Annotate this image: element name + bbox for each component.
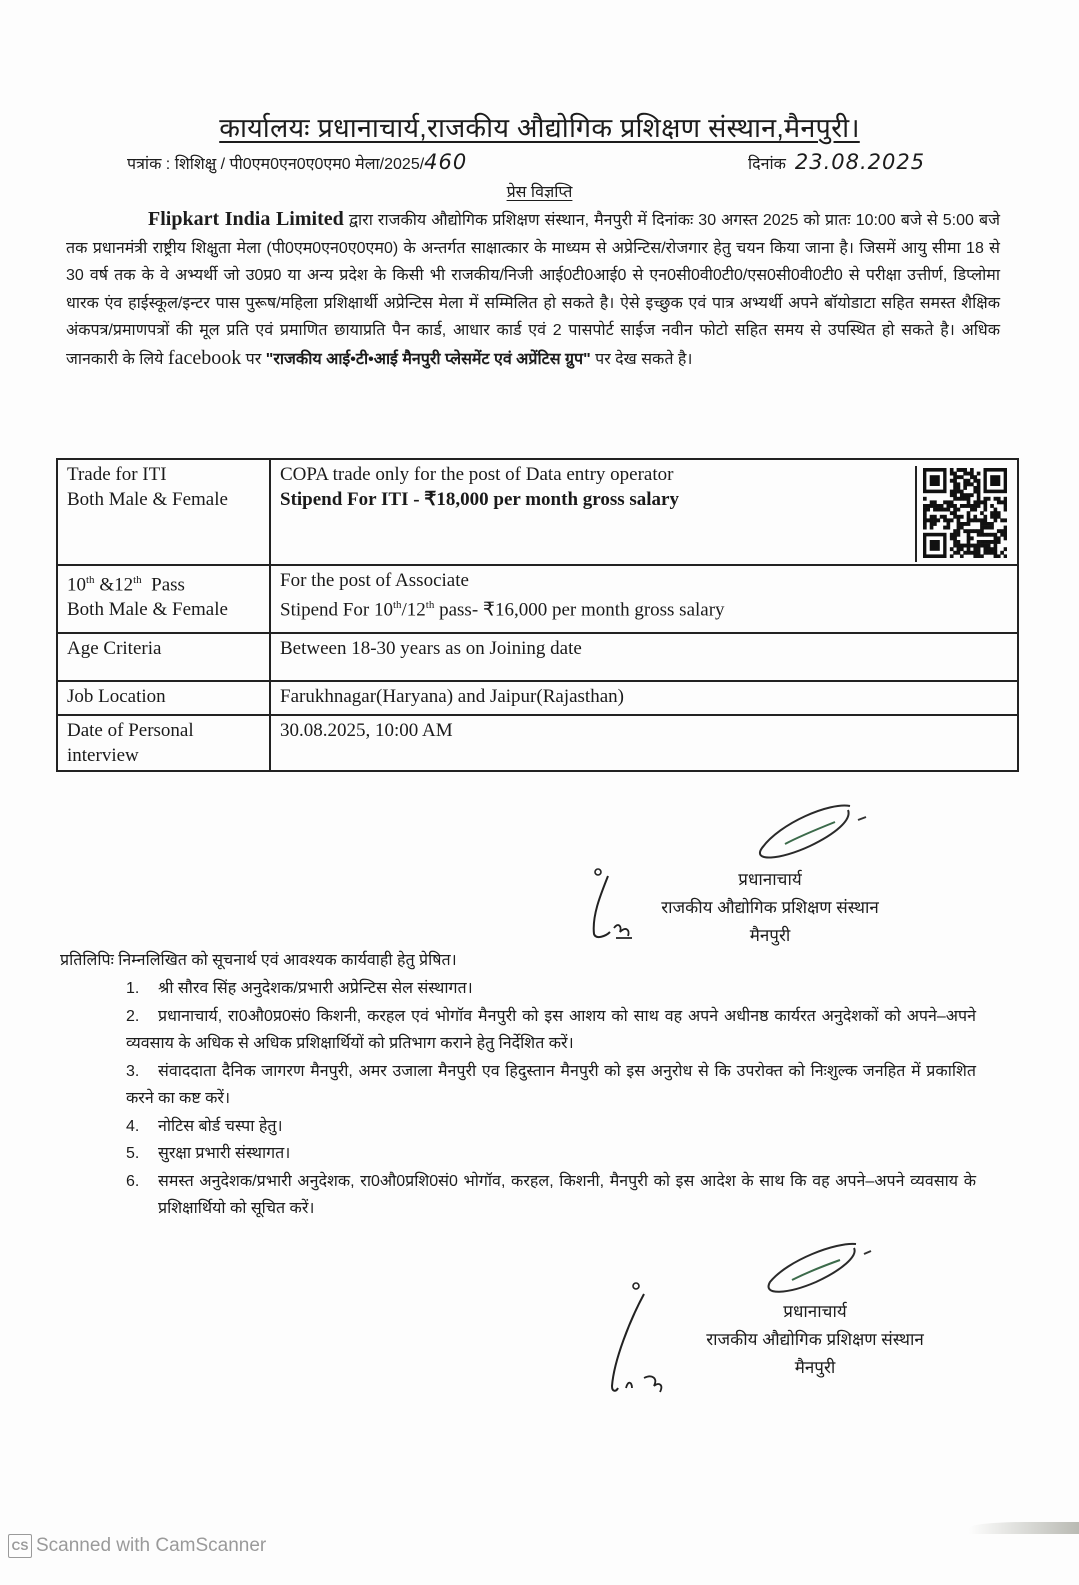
qr-module <box>936 504 940 508</box>
qr-module <box>997 497 1001 501</box>
qr-module <box>977 497 981 501</box>
qr-module <box>983 508 987 512</box>
qr-module <box>994 497 998 501</box>
qr-module <box>990 551 994 555</box>
qr-module <box>1000 500 1004 504</box>
body-paragraph: Flipkart India Limited द्वारा राजकीय औद्योगिक प्रशिक्षण संस्थान, मैनपुरी में दिनांकः 30 अगस्त 2025 को प्रातः 10:00 बजे से 5:00 बजे तक प्रधानमंत्री राष्ट्रीय शिक्षुता मेला (पी0एम0एन0ए0एम0) के अन्तर्गत साक्षात्कार के माध्यम से अप्रेन्टिस/रोजगार हेतु चयन किया जाना है। जिसमें आयु सीमा 18 से 30 वर्ष तक के वे अभ्यर्थी जो उ0प्र0 या अन्य प्रदेश के किसी भी राजकीय/निजी आई0टी0आई0 से एन0सी0वी0टी0/एस0सी0वी0टी0 से परीक्षा उत्तीर्ण, डिप्लोमा धारक एंव हाईस्कूल/इन्टर पास पुरूष/महिला प्रशिक्षार्थी अप्रेन्टिस मेला में सम्मिलित हो सकते है। ऐसे इच्छुक एवं पात्र अभ्यर्थी अपने बॉयोडाटा सहित समस्त शैक्षिक अंकपत्र/प्रमाणपत्रों की मूल प्रति एवं प्रमाणित छायाप्रति पैन कार्ड, आधार कार्ड एवं 2 पासपोर्ट साईज नवीन फोटो सहित समय से उपस्थित हो सकते है। अधिक जानकारी के लिये facebook पर "राजकीय आई•टी•आई मैनपुरी प्लेसमेंट एवं अप्रेंटिस ग्रुप" पर देख सकते है। <box>66 208 1000 369</box>
qr-module <box>983 518 987 522</box>
qr-module <box>1004 526 1007 530</box>
qr-module <box>936 518 940 522</box>
qr-module <box>967 482 971 486</box>
qr-code-icon <box>915 466 1009 562</box>
signature-icon <box>752 1238 882 1303</box>
office-title: कार्यालयः प्रधानाचार्य,राजकीय औद्योगिक प्रशिक्षण संस्थान,मैनपुरी। <box>219 113 860 143</box>
qr-module <box>930 526 934 530</box>
qr-module <box>963 468 967 472</box>
date-handwritten: 23.08.2025 <box>794 150 926 174</box>
qr-code-graphic <box>923 468 1007 558</box>
qr-module <box>963 493 967 497</box>
list-item: 3. संवाददाता दैनिक जागरण मैनपुरी, अमर उजाला मैनपुरी एव हिदुस्तान मैनपुरी को इस अनुरोध से कि उपरोक्त को निःशुल्क जनहित में प्रकाशित करने का कष्ट करें। <box>126 1062 976 1107</box>
qr-module <box>983 540 987 544</box>
qr-module <box>973 544 977 548</box>
qr-module <box>970 468 974 472</box>
qr-module <box>973 500 977 504</box>
row-value: COPA trade only for the post of Data entry operator Stipend For ITI - ₹18,000 per month gross salary <box>270 459 1018 565</box>
qr-module <box>994 551 998 555</box>
qr-module <box>983 497 987 501</box>
row-label: Job Location <box>57 681 270 715</box>
qr-module <box>943 508 947 512</box>
qr-module <box>987 547 991 551</box>
row-value: Between 18-30 years as on Joining date <box>270 633 1018 681</box>
qr-module <box>1004 547 1007 551</box>
qr-module <box>967 518 971 522</box>
qr-module <box>933 518 937 522</box>
qr-module <box>990 511 994 515</box>
qr-module <box>923 511 927 515</box>
qr-module <box>960 468 964 472</box>
qr-module <box>980 533 984 537</box>
qr-module <box>1004 508 1007 512</box>
qr-module <box>977 533 981 537</box>
qr-module <box>994 511 998 515</box>
qr-module <box>977 540 981 544</box>
qr-module <box>957 475 961 479</box>
list-item: 2. प्रधानाचार्य, रा0औ0प्र0सं0 किशनी, करहल एवं भोगॉव मैनपुरी को इस आशय को साथ वह अपने अधीनष्ठ कार्यरत अनुदेशकों को अपने–अपने व्यवसाय के अधिक से अधिक प्रशिक्षार्थियों को प्रतिभाग कराने हेतु निर्देशित करें। <box>126 1007 976 1052</box>
qr-finder <box>990 475 1000 486</box>
qr-module <box>957 529 961 533</box>
qr-module <box>967 533 971 537</box>
qr-module <box>1000 533 1004 537</box>
qr-module <box>953 515 957 519</box>
qr-module <box>967 472 971 476</box>
ref-number-handwritten: 460 <box>424 150 468 174</box>
qr-module <box>967 551 971 555</box>
qr-module <box>947 526 951 530</box>
qr-finder <box>930 475 940 486</box>
initials-icon <box>586 866 646 946</box>
qr-module <box>967 522 971 526</box>
qr-module <box>947 508 951 512</box>
qr-module <box>957 522 961 526</box>
qr-module <box>987 551 991 555</box>
qr-module <box>957 490 961 494</box>
qr-module <box>936 508 940 512</box>
table-row <box>57 633 1018 681</box>
qr-module <box>1004 518 1007 522</box>
qr-module <box>963 486 967 490</box>
qr-module <box>950 504 954 508</box>
qr-module <box>933 508 937 512</box>
qr-module <box>1004 554 1007 558</box>
qr-module <box>953 493 957 497</box>
qr-module <box>967 536 971 540</box>
qr-module <box>960 515 964 519</box>
qr-module <box>957 468 961 472</box>
qr-module <box>947 500 951 504</box>
qr-module <box>983 504 987 508</box>
qr-module <box>960 554 964 558</box>
qr-module <box>963 497 967 501</box>
qr-module <box>973 479 977 483</box>
qr-module <box>994 547 998 551</box>
qr-module <box>994 544 998 548</box>
qr-module <box>987 533 991 537</box>
qr-module <box>953 486 957 490</box>
qr-module <box>953 533 957 537</box>
qr-module <box>953 511 957 515</box>
press-release-heading: प्रेस विज्ञप्ति <box>506 184 573 201</box>
qr-module <box>960 547 964 551</box>
qr-module <box>933 515 937 519</box>
qr-module <box>947 522 951 526</box>
qr-module <box>980 511 984 515</box>
qr-module <box>923 518 927 522</box>
qr-module <box>1004 529 1007 533</box>
qr-module <box>953 544 957 548</box>
qr-module <box>947 504 951 508</box>
qr-module <box>1000 518 1004 522</box>
qr-module <box>970 544 974 548</box>
qr-module <box>967 511 971 515</box>
qr-module <box>970 508 974 512</box>
qr-module <box>990 526 994 530</box>
qr-module <box>967 540 971 544</box>
qr-module <box>923 508 927 512</box>
qr-module <box>926 518 930 522</box>
qr-module <box>926 504 930 508</box>
qr-module <box>1000 551 1004 555</box>
qr-module <box>994 540 998 544</box>
qr-module <box>987 526 991 530</box>
qr-module <box>960 493 964 497</box>
signatory-block-2: प्रधानाचार्य राजकीय औद्योगिक प्रशिक्षण संस्थान मैनपुरी <box>706 1302 924 1377</box>
qr-module <box>990 533 994 537</box>
qr-module <box>947 518 951 522</box>
qr-module <box>963 529 967 533</box>
qr-module <box>980 529 984 533</box>
qr-module <box>953 508 957 512</box>
qr-module <box>950 511 954 515</box>
list-item: 5. सुरक्षा प्रभारी संस्थागत। <box>126 1145 291 1162</box>
qr-module <box>967 544 971 548</box>
qr-module <box>957 486 961 490</box>
qr-module <box>967 504 971 508</box>
qr-module <box>923 522 927 526</box>
qr-module <box>960 526 964 530</box>
qr-module <box>967 515 971 519</box>
qr-module <box>950 490 954 494</box>
qr-module <box>960 490 964 494</box>
qr-module <box>967 493 971 497</box>
qr-module <box>994 515 998 519</box>
date: दिनांक 23.08.2025 <box>748 150 926 174</box>
qr-module <box>987 522 991 526</box>
qr-module <box>933 500 937 504</box>
qr-module <box>994 533 998 537</box>
qr-module <box>987 497 991 501</box>
qr-module <box>940 504 944 508</box>
qr-module <box>957 515 961 519</box>
qr-module <box>990 547 994 551</box>
info-table <box>56 458 1019 772</box>
qr-module <box>973 551 977 555</box>
qr-module <box>967 547 971 551</box>
qr-module <box>957 551 961 555</box>
qr-module <box>987 540 991 544</box>
qr-module <box>977 504 981 508</box>
qr-module <box>970 472 974 476</box>
qr-module <box>953 482 957 486</box>
qr-module <box>970 529 974 533</box>
table-row <box>57 565 1018 633</box>
qr-module <box>983 544 987 548</box>
qr-module <box>980 544 984 548</box>
qr-module <box>950 493 954 497</box>
qr-module <box>994 508 998 512</box>
signature-icon <box>740 798 880 868</box>
qr-module <box>930 504 934 508</box>
qr-module <box>950 468 954 472</box>
qr-module <box>977 554 981 558</box>
qr-module <box>943 518 947 522</box>
qr-module <box>1004 497 1007 501</box>
qr-module <box>953 490 957 494</box>
qr-module <box>967 500 971 504</box>
qr-module <box>953 551 957 555</box>
qr-module <box>967 497 971 501</box>
qr-module <box>963 551 967 555</box>
qr-module <box>940 515 944 519</box>
qr-module <box>933 522 937 526</box>
qr-module <box>997 536 1001 540</box>
camscanner-watermark: CS Scanned with CamScanner <box>8 1534 266 1558</box>
copy-to-list <box>126 975 976 1223</box>
qr-module <box>953 504 957 508</box>
qr-module <box>926 508 930 512</box>
qr-module <box>970 536 974 540</box>
qr-module <box>994 518 998 522</box>
qr-module <box>983 551 987 555</box>
qr-module <box>977 518 981 522</box>
row-value: For the post of Associate Stipend For 10th/12th pass- ₹16,000 per month gross salary <box>270 565 1018 633</box>
qr-module <box>953 536 957 540</box>
qr-module <box>960 504 964 508</box>
qr-module <box>973 515 977 519</box>
reference-number: पत्रांक : शिशिक्षु / पी0एम0एन0ए0एम0 मेला/2025/460 <box>127 150 468 174</box>
qr-module <box>973 508 977 512</box>
qr-module <box>957 540 961 544</box>
qr-module <box>980 540 984 544</box>
qr-module <box>960 497 964 501</box>
qr-module <box>930 522 934 526</box>
list-item: 6. समस्त अनुदेशक/प्रभारी अनुदेशक, रा0औ0प्रशि0सं0 भोगॉव, करहल, किशनी, मैनपुरी को इस आदेश के साथ कि वह अपने–अपने व्यवसाय के प्रशिक्षार्थियो को सूचित करें। <box>126 1172 976 1217</box>
qr-module <box>943 526 947 530</box>
qr-module <box>960 475 964 479</box>
qr-module <box>923 526 927 530</box>
qr-module <box>970 475 974 479</box>
qr-module <box>997 554 1001 558</box>
qr-module <box>973 486 977 490</box>
qr-module <box>977 482 981 486</box>
qr-module <box>1004 536 1007 540</box>
qr-module <box>957 547 961 551</box>
group-name: "राजकीय आई•टी•आई मैनपुरी प्लेसमेंट एवं अप्रेंटिस ग्रुप" <box>265 350 591 368</box>
row-value: Farukhnagar(Haryana) and Jaipur(Rajasthan) <box>270 681 1018 715</box>
qr-module <box>973 504 977 508</box>
qr-module <box>973 518 977 522</box>
qr-module <box>980 522 984 526</box>
qr-module <box>977 472 981 476</box>
camscanner-logo-icon: CS <box>8 1534 32 1558</box>
qr-module <box>950 500 954 504</box>
list-item: 1. श्री सौरव सिंह अनुदेशक/प्रभारी अप्रेन्टिस सेल संस्थागत। <box>126 980 473 997</box>
qr-module <box>973 490 977 494</box>
qr-module <box>973 475 977 479</box>
table-row <box>57 459 1018 565</box>
company-name: Flipkart India Limited <box>148 208 344 230</box>
qr-module <box>923 497 927 501</box>
qr-module <box>970 504 974 508</box>
qr-module <box>953 540 957 544</box>
qr-module <box>990 504 994 508</box>
qr-module <box>950 533 954 537</box>
qr-module <box>970 482 974 486</box>
qr-module <box>960 544 964 548</box>
qr-module <box>930 518 934 522</box>
qr-module <box>990 540 994 544</box>
qr-module <box>980 526 984 530</box>
qr-module <box>997 500 1001 504</box>
qr-module <box>933 504 937 508</box>
qr-module <box>1004 504 1007 508</box>
qr-module <box>983 500 987 504</box>
qr-module <box>953 497 957 501</box>
qr-module <box>980 518 984 522</box>
qr-module <box>950 472 954 476</box>
qr-module <box>953 472 957 476</box>
qr-module <box>997 540 1001 544</box>
qr-module <box>987 544 991 548</box>
qr-module <box>983 547 987 551</box>
qr-module <box>994 536 998 540</box>
qr-module <box>967 529 971 533</box>
qr-module <box>950 554 954 558</box>
qr-module <box>1004 500 1007 504</box>
qr-module <box>983 526 987 530</box>
qr-module <box>923 515 927 519</box>
row-value: 30.08.2025, 10:00 AM <box>270 715 1018 771</box>
qr-module <box>923 504 927 508</box>
qr-module <box>970 551 974 555</box>
qr-module <box>957 518 961 522</box>
qr-module <box>957 497 961 501</box>
qr-module <box>950 547 954 551</box>
qr-module <box>963 472 967 476</box>
scan-artifact <box>969 1522 1079 1534</box>
qr-module <box>977 493 981 497</box>
qr-module <box>957 508 961 512</box>
qr-module <box>963 504 967 508</box>
qr-module <box>953 475 957 479</box>
qr-module <box>963 522 967 526</box>
copy-to-heading: प्रतिलिपिः निम्नलिखित को सूचनार्थ एवं आवश्यक कार्यवाही हेतु प्रेषित। <box>60 952 457 969</box>
qr-module <box>977 544 981 548</box>
qr-module <box>953 529 957 533</box>
qr-module <box>990 522 994 526</box>
row-label: Date of Personal interview <box>57 715 270 771</box>
qr-module <box>973 547 977 551</box>
qr-module <box>980 554 984 558</box>
table-row <box>57 681 1018 715</box>
signatory-block-1: प्रधानाचार्य राजकीय औद्योगिक प्रशिक्षण संस्थान मैनपुरी <box>661 870 879 945</box>
qr-module <box>977 486 981 490</box>
qr-module <box>953 479 957 483</box>
qr-module <box>950 518 954 522</box>
qr-module <box>957 533 961 537</box>
qr-module <box>983 515 987 519</box>
qr-module <box>977 551 981 555</box>
initials-icon <box>600 1280 680 1400</box>
qr-module <box>973 554 977 558</box>
qr-module <box>957 482 961 486</box>
qr-module <box>973 529 977 533</box>
qr-module <box>980 500 984 504</box>
qr-module <box>1000 529 1004 533</box>
qr-module <box>997 515 1001 519</box>
qr-module <box>957 544 961 548</box>
qr-module <box>990 515 994 519</box>
qr-module <box>963 482 967 486</box>
qr-module <box>950 536 954 540</box>
qr-module <box>943 515 947 519</box>
qr-module <box>994 554 998 558</box>
qr-module <box>977 479 981 483</box>
qr-finder <box>930 540 940 551</box>
qr-module <box>967 479 971 483</box>
qr-module <box>1004 533 1007 537</box>
qr-module <box>930 500 934 504</box>
qr-module <box>977 500 981 504</box>
qr-module <box>960 522 964 526</box>
qr-module <box>957 526 961 530</box>
qr-module <box>970 518 974 522</box>
qr-module <box>930 515 934 519</box>
row-label: Trade for ITI Both Male & Female <box>57 459 270 565</box>
qr-module <box>977 490 981 494</box>
qr-module <box>943 500 947 504</box>
row-label: 10th &12th Pass Both Male & Female <box>57 565 270 633</box>
qr-module <box>977 547 981 551</box>
qr-module <box>983 533 987 537</box>
facebook-text: facebook <box>167 346 242 369</box>
qr-module <box>977 529 981 533</box>
qr-module <box>963 544 967 548</box>
qr-module <box>970 493 974 497</box>
qr-module <box>963 479 967 483</box>
qr-module <box>940 508 944 512</box>
table-row <box>57 715 1018 771</box>
list-item: 4. नोटिस बोर्ड चस्पा हेतु। <box>126 1117 283 1135</box>
qr-module <box>997 529 1001 533</box>
qr-module <box>983 522 987 526</box>
qr-module <box>997 511 1001 515</box>
qr-module <box>950 479 954 483</box>
row-label: Age Criteria <box>57 633 270 681</box>
